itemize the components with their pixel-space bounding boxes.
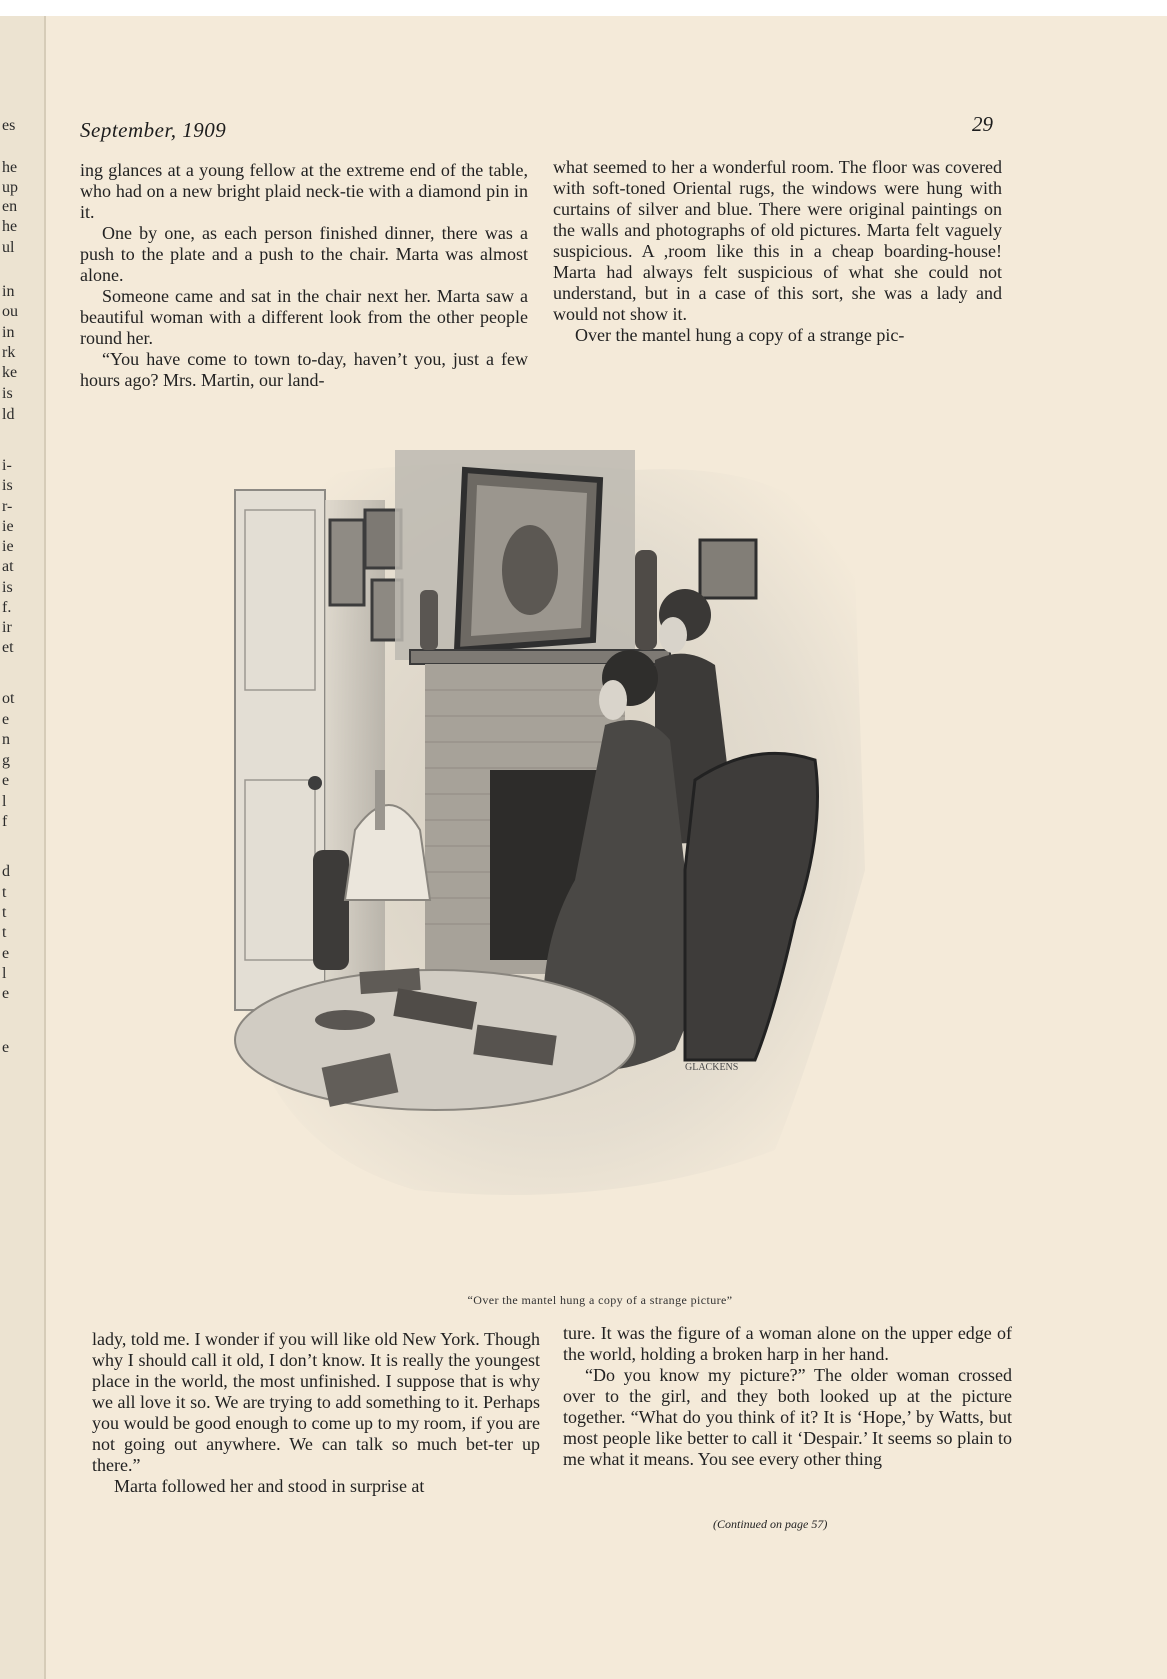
paragraph: ing glances at a young fellow at the extreme end of the table, who had on a new bright plaid neck-tie with a diamond pin in it. bbox=[80, 160, 528, 222]
paragraph: lady, told me. I wonder if you will like old New York. Though why I should call it old, I don’t know. It is really the youngest place in the world, the most unfinished. I suppose that is why we all love it so. We are trying to add something to it. Perhaps you would be good enough to come up to my room, if you are not going out anywhere. We can talk so much bet-ter up there.” bbox=[92, 1329, 540, 1475]
running-head-date: September, 1909 bbox=[80, 118, 227, 142]
facing-page-text-fragment: e bbox=[2, 985, 10, 1002]
facing-page-text-fragment: in bbox=[2, 283, 15, 300]
canister bbox=[313, 850, 349, 970]
facing-page-edge bbox=[0, 16, 46, 1679]
facing-page-text-fragment: d bbox=[2, 863, 10, 880]
facing-page-text-fragment: ul bbox=[2, 239, 15, 256]
paragraph: Someone came and sat in the chair next her. Marta saw a beautiful woman with a different look from the other people round her. bbox=[80, 286, 528, 348]
facing-page-text-fragment: he bbox=[2, 218, 18, 235]
paragraph: “Do you know my picture?” The older woman crossed over to the girl, and they both looked up at the picture together. “What do you think of it? It is ‘Hope,’ by Watts, but most people like better to call it ‘Despair.’ It seems so plain to me what it means. You see every other thing bbox=[563, 1365, 1012, 1469]
facing-page-text-fragment: g bbox=[2, 752, 10, 769]
facing-page-text-fragment: ot bbox=[2, 690, 15, 707]
door bbox=[235, 490, 325, 1010]
facing-page-text-fragment: l bbox=[2, 793, 7, 810]
facing-page-text-fragment: t bbox=[2, 884, 7, 901]
facing-page-text-fragment: f. bbox=[2, 599, 12, 616]
table bbox=[235, 970, 635, 1110]
facing-page-text-fragment: en bbox=[2, 198, 18, 215]
column-top-right bbox=[553, 157, 1002, 346]
paragraph: Over the mantel hung a copy of a strange pic- bbox=[575, 325, 905, 345]
facing-page-text-fragment: rk bbox=[2, 344, 16, 361]
facing-page-text-fragment: et bbox=[2, 639, 14, 656]
book bbox=[359, 968, 420, 994]
paragraph: what seemed to her a wonderful room. The floor was covered with soft-toned Oriental rugs, the windows were hung with curtains of silver and blue. There were original paintings on the walls and photographs of old pictures. Marta felt vaguely suspicious. A ,room like this in a cheap boarding-house! Marta had always felt suspicious of what she could not understand, but in a case of this sort, she was a lady and would not show it. bbox=[553, 157, 1002, 324]
illustration-caption: “Over the mantel hung a copy of a strange picture” bbox=[467, 1293, 733, 1307]
facing-page-text-fragment: e bbox=[2, 1039, 10, 1056]
facing-page-text-fragment: n bbox=[2, 731, 10, 748]
facing-page-text-fragment: f bbox=[2, 813, 8, 830]
paragraph: Marta followed her and stood in surprise at bbox=[114, 1476, 425, 1496]
paragraph: ture. It was the figure of a woman alone on the upper edge of the world, holding a broken harp in her hand. bbox=[563, 1323, 1012, 1364]
facing-page-text-fragment: e bbox=[2, 945, 10, 962]
facing-page-text-fragment: ke bbox=[2, 364, 18, 381]
facing-page-text-fragment: t bbox=[2, 924, 7, 941]
facing-page-text-fragment: in bbox=[2, 324, 15, 341]
facing-page-text-fragment: r- bbox=[2, 498, 13, 515]
column-bottom-right bbox=[563, 1323, 1012, 1470]
paragraph: One by one, as each person finished dinner, there was a push to the plate and a push to the chair. Marta was almost alone. bbox=[80, 223, 528, 285]
door-knob bbox=[308, 776, 322, 790]
facing-page-text-fragment: e bbox=[2, 772, 10, 789]
facing-page-text-fragment: up bbox=[2, 179, 18, 196]
facing-page-text-fragment: ou bbox=[2, 303, 18, 320]
facing-page-text-fragment: t bbox=[2, 904, 7, 921]
facing-page-text-fragment: is bbox=[2, 385, 13, 402]
facing-page-text-fragment: ie bbox=[2, 518, 14, 535]
facing-page-text-fragment: ie bbox=[2, 538, 14, 555]
facing-page-text-fragment: ir bbox=[2, 619, 12, 636]
continued-note: (Continued on page 57) bbox=[713, 1517, 828, 1531]
illustrator-signature: GLACKENS bbox=[685, 1062, 739, 1073]
facing-page-text-fragment: is bbox=[2, 579, 13, 596]
facing-page-text-fragment: l bbox=[2, 965, 7, 982]
illustration-two-women-fireplace bbox=[215, 450, 905, 1235]
vase bbox=[635, 550, 657, 650]
facing-page-text-fragment: es bbox=[2, 117, 16, 134]
facing-page-text-fragment: ld bbox=[2, 406, 15, 423]
page-number: 29 bbox=[972, 112, 993, 136]
wall-picture-right bbox=[700, 540, 756, 598]
vase bbox=[420, 590, 438, 650]
column-bottom-left bbox=[92, 1329, 540, 1497]
column-top-left bbox=[80, 160, 528, 391]
paragraph: “You have come to town to-day, haven’t you, just a few hours ago? Mrs. Martin, our land- bbox=[80, 349, 528, 390]
facing-page-text-fragment: at bbox=[2, 558, 14, 575]
facing-page-text-fragment: e bbox=[2, 711, 10, 728]
facing-page-text-fragment: i- bbox=[2, 457, 12, 474]
facing-page-text-fragment: he bbox=[2, 159, 18, 176]
wall-picture bbox=[330, 520, 364, 605]
lamp-base bbox=[315, 1010, 375, 1030]
facing-page-text-fragment: is bbox=[2, 477, 13, 494]
scan-top-margin bbox=[0, 0, 1167, 16]
